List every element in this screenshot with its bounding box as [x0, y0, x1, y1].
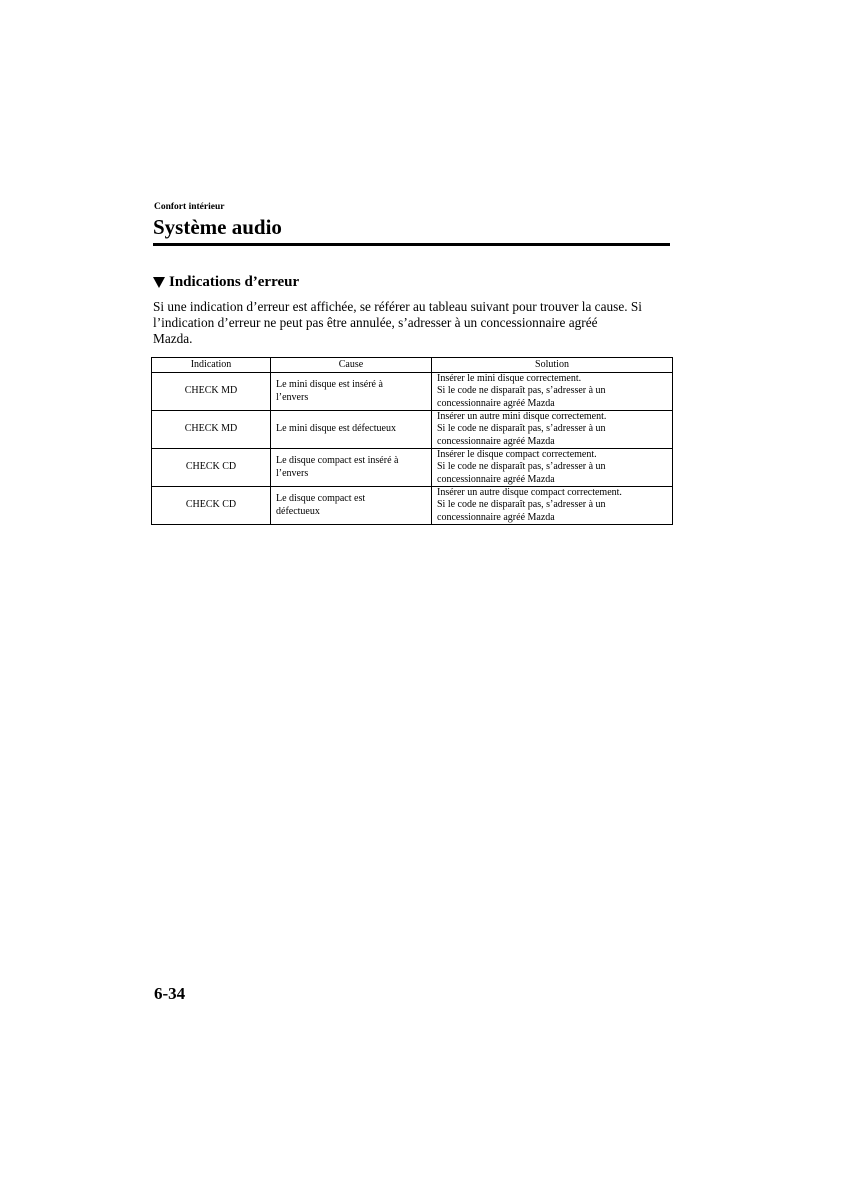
solution-line: concessionnaire agréé Mazda — [437, 473, 555, 485]
table-row — [152, 411, 673, 449]
table-row — [152, 487, 673, 525]
solution-line: Si le code ne disparaît pas, s’adresser à un — [437, 385, 606, 397]
table-row — [152, 449, 673, 487]
cause-line: l’envers — [276, 467, 309, 479]
solution-cell — [432, 373, 673, 411]
solution-cell — [432, 449, 673, 487]
indication-cell: CHECK CD — [152, 449, 271, 487]
intro-paragraph — [153, 299, 673, 347]
solution-line: Insérer le disque compact correctement. — [437, 449, 597, 461]
subheading — [153, 272, 299, 292]
section-label: Confort intérieur — [154, 202, 225, 212]
solution-line: Si le code ne disparaît pas, s’adresser à un — [437, 499, 606, 511]
error-table — [151, 357, 673, 525]
indication-cell: CHECK MD — [152, 373, 271, 411]
cause-line: Le disque compact est — [276, 493, 366, 505]
down-triangle-icon — [153, 277, 165, 288]
cause-cell — [271, 449, 432, 487]
table-row — [152, 373, 673, 411]
solution-cell — [432, 487, 673, 525]
solution-cell — [432, 411, 673, 449]
title-rule — [153, 243, 670, 246]
cause-line: Le mini disque est inséré à — [276, 379, 383, 391]
indication-cell: CHECK MD — [152, 411, 271, 449]
header-cause: Cause — [271, 358, 432, 373]
cause-cell — [271, 411, 432, 449]
header-solution: Solution — [432, 358, 673, 373]
solution-line: concessionnaire agréé Mazda — [437, 511, 555, 523]
cause-line: Le mini disque est défectueux — [276, 423, 396, 435]
page-number: 6-34 — [154, 984, 186, 1003]
cause-cell — [271, 487, 432, 525]
intro-line-3: Mazda. — [153, 331, 193, 346]
solution-line: Si le code ne disparaît pas, s’adresser à un — [437, 423, 606, 435]
solution-line: concessionnaire agréé Mazda — [437, 435, 555, 447]
cause-line: Le disque compact est inséré à — [276, 455, 399, 467]
intro-line-1: Si une indication d’erreur est affichée, se référer au tableau suivant pour trouver la cause. Si — [153, 299, 642, 314]
cause-line: l’envers — [276, 391, 309, 403]
solution-line: Insérer un autre disque compact correctement. — [437, 487, 622, 499]
solution-line: Insérer le mini disque correctement. — [437, 373, 582, 385]
subheading-text: Indications d’erreur — [169, 274, 300, 290]
cause-cell — [271, 373, 432, 411]
page-title: Système audio — [153, 215, 282, 239]
table-header-row — [152, 358, 673, 373]
solution-line: Insérer un autre mini disque correctement. — [437, 411, 607, 423]
solution-line: Si le code ne disparaît pas, s’adresser à un — [437, 461, 606, 473]
cause-line: défectueux — [276, 505, 320, 517]
indication-cell: CHECK CD — [152, 487, 271, 525]
header-indication: Indication — [152, 358, 271, 373]
solution-line: concessionnaire agréé Mazda — [437, 397, 555, 409]
intro-line-2: l’indication d’erreur ne peut pas être annulée, s’adresser à un concessionnaire agréé — [153, 315, 598, 330]
